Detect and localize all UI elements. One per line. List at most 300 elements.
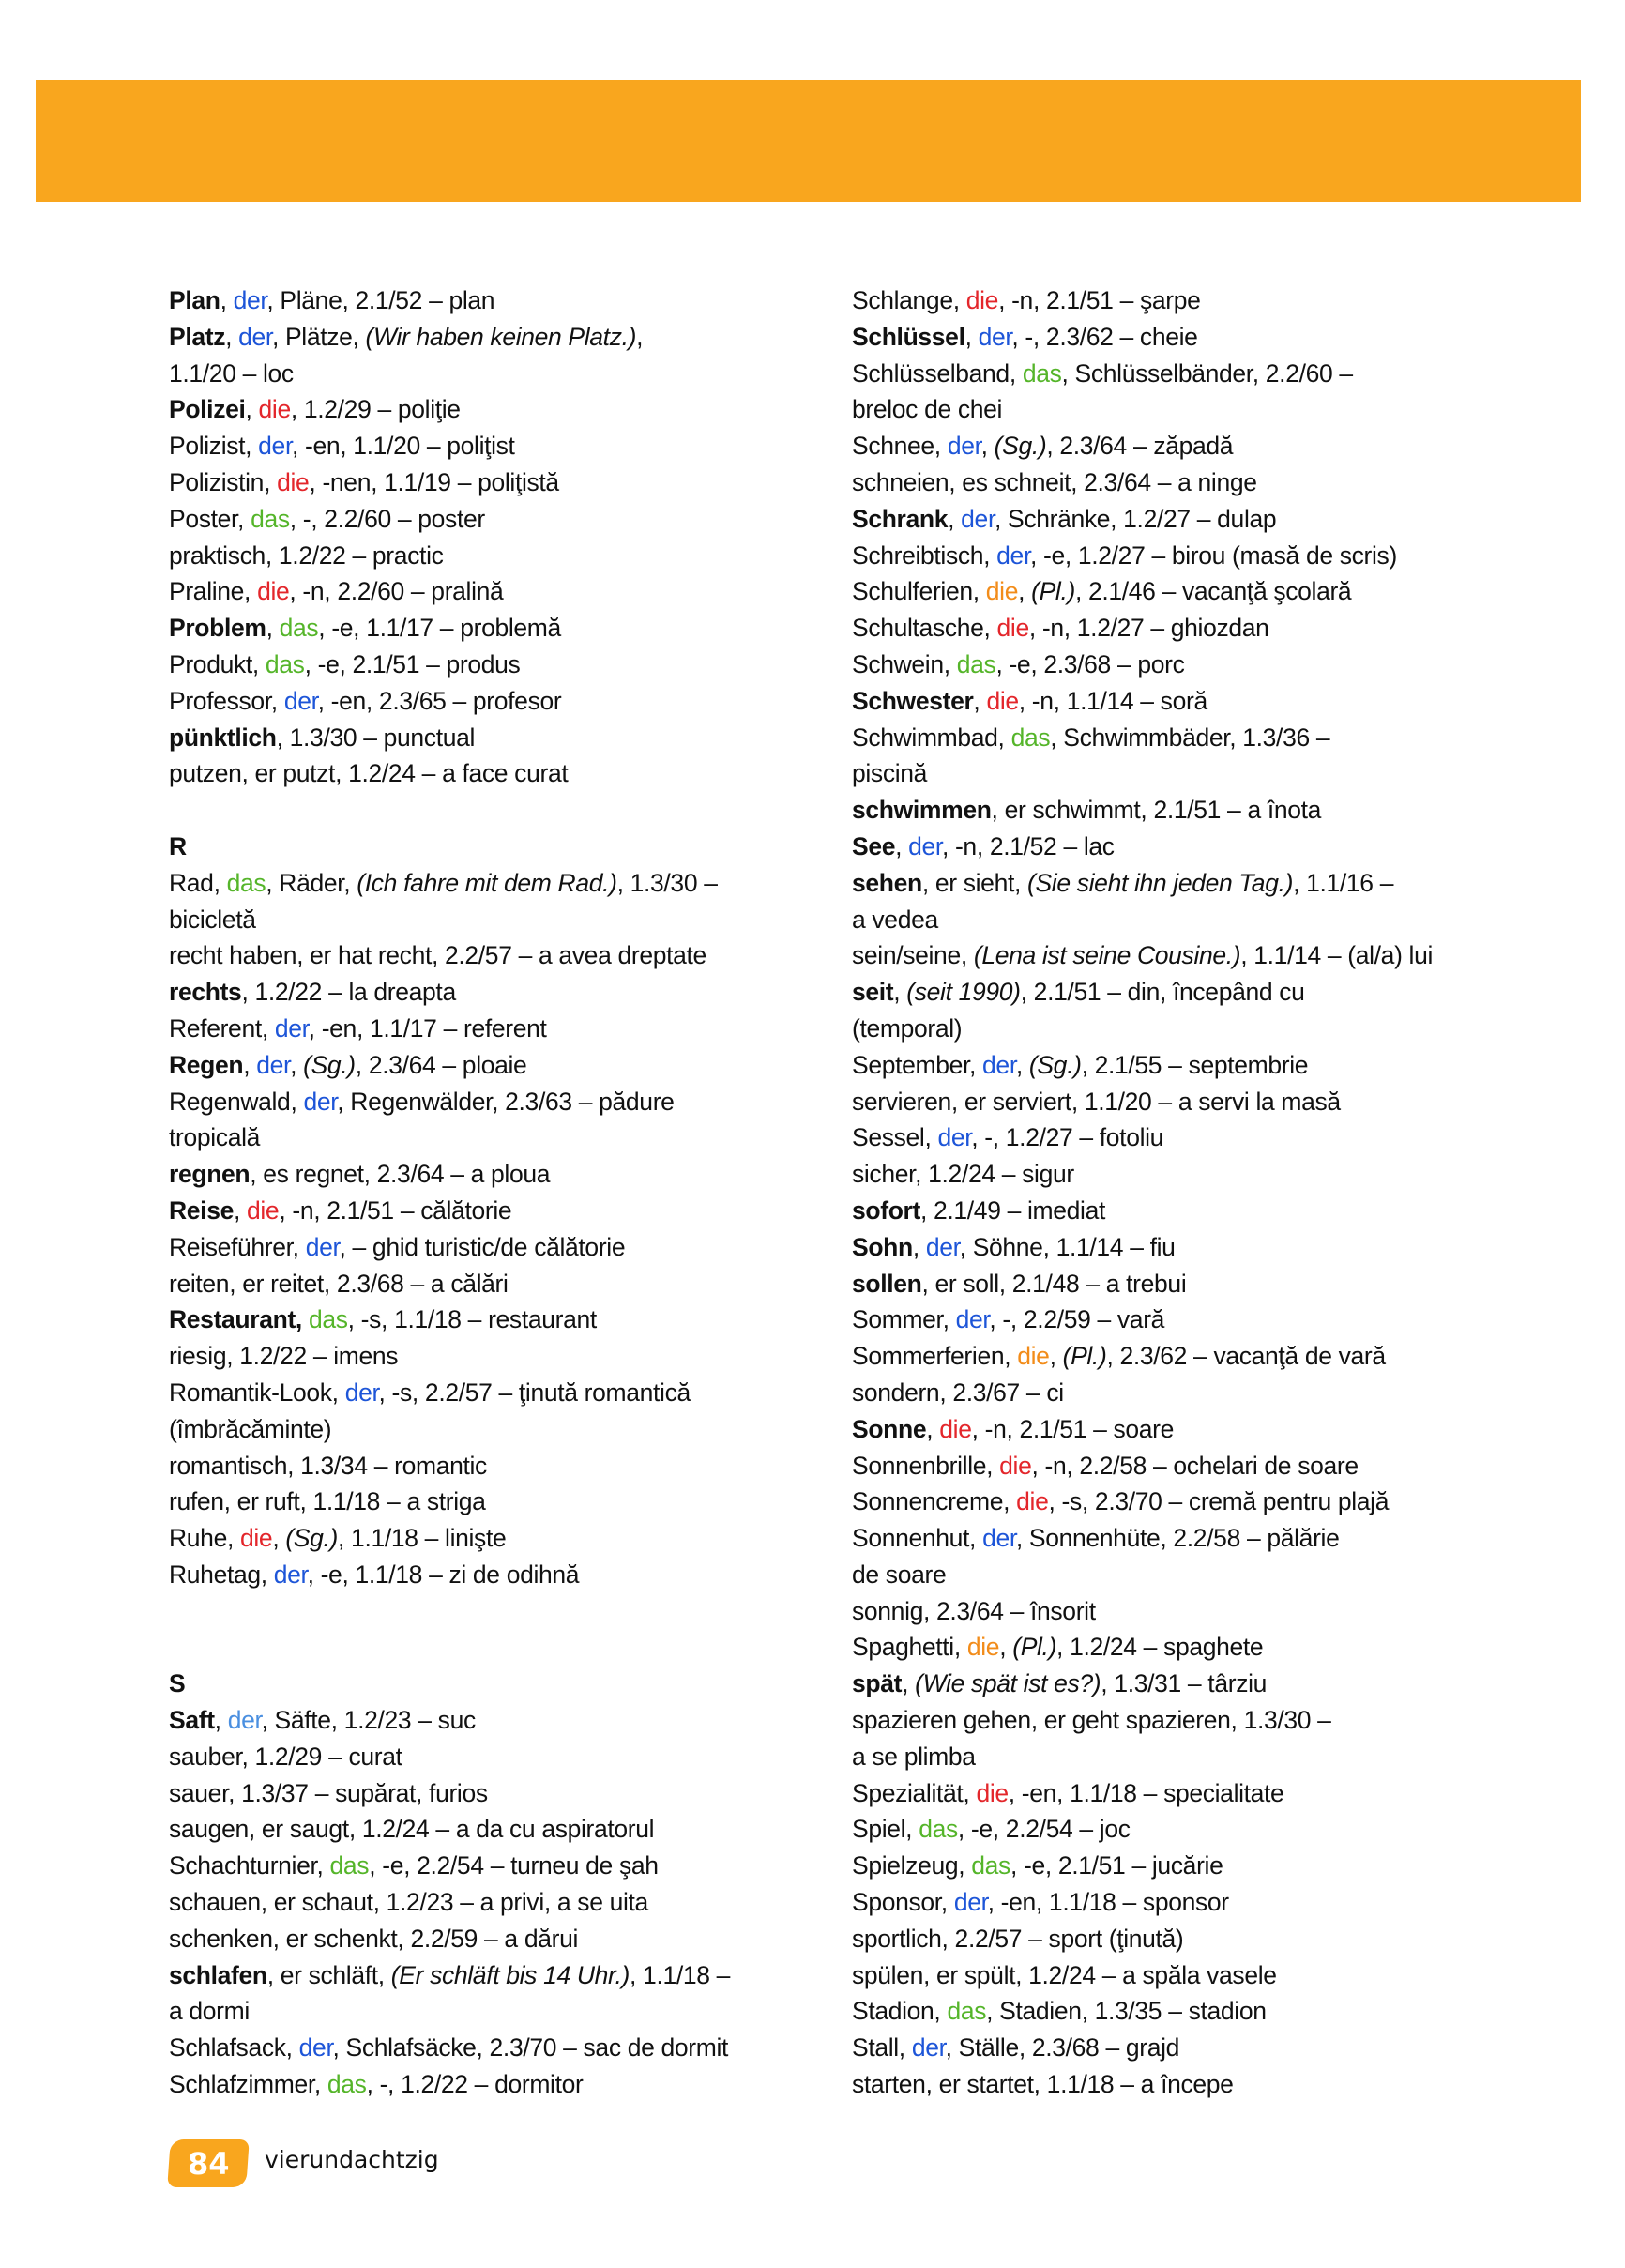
glossary-entry-line <box>852 2030 1433 2066</box>
glossary-entry-line <box>169 1593 730 1630</box>
article-die-plural: die <box>985 577 1019 606</box>
entry-text: , -n, 1.1/14 – soră <box>1018 686 1207 715</box>
glossary-entry-line <box>852 1484 1433 1520</box>
entry-text: , <box>948 504 962 533</box>
headword: Sonne <box>852 1414 927 1443</box>
entry-text: , -, 1.2/27 – fotoliu <box>971 1123 1164 1152</box>
glossary-entry-line <box>852 1266 1433 1302</box>
glossary-column-right <box>852 282 1433 2103</box>
entry-text: , <box>893 978 907 1007</box>
glossary-entry-line <box>169 2066 730 2103</box>
glossary-entry-line <box>852 1884 1433 1921</box>
entry-text: , -en, 1.1/17 – referent <box>308 1013 547 1043</box>
article-das: das <box>308 1305 348 1334</box>
entry-text: , – ghid turistic/de călătorie <box>339 1232 626 1261</box>
entry-text: Schwein, <box>852 649 957 678</box>
entry-text: Professor, <box>169 686 284 715</box>
entry-text: starten, er startet, 1.1/18 – a începe <box>852 2070 1234 2099</box>
article-der: der <box>258 432 292 461</box>
glossary-entry-line <box>169 755 730 792</box>
entry-text: Regenwald, <box>169 1087 304 1116</box>
glossary-entry-line <box>852 1375 1433 1411</box>
article-die: die <box>258 395 291 424</box>
glossary-entry-line <box>169 720 730 756</box>
entry-text: , Schlafsäcke, 2.3/70 – sac de dormit <box>332 2033 729 2063</box>
headword: rechts <box>169 978 242 1007</box>
entry-text: , <box>980 432 995 461</box>
entry-text: , -nen, 1.1/19 – poliţistă <box>309 467 559 496</box>
headword: spät <box>852 1669 903 1698</box>
entry-text: reiten, er reitet, 2.3/68 – a călări <box>169 1269 509 1298</box>
entry-text: , Plätze, <box>271 322 366 351</box>
article-das: das <box>251 504 290 533</box>
glossary-entry-line <box>852 1520 1433 1557</box>
entry-text: , 1.2/22 – la dreapta <box>241 978 456 1007</box>
entry-text: , Schwimmbäder, 1.3/36 – <box>1050 723 1330 752</box>
glossary-entry-line <box>169 974 730 1011</box>
glossary-entry-line <box>852 282 1433 319</box>
entry-text: , -n, 1.2/27 – ghiozdan <box>1028 614 1269 643</box>
glossary-entry-line <box>169 1921 730 1957</box>
example: (Pl.) <box>1012 1633 1057 1662</box>
article-der: der <box>978 322 1012 351</box>
glossary-entry-line <box>169 1520 730 1557</box>
glossary-entry-line <box>852 356 1433 392</box>
entry-text: , er sieht, <box>921 868 1027 897</box>
glossary-entry-line <box>852 1229 1433 1266</box>
entry-text: , <box>926 1414 940 1443</box>
entry-text: piscină <box>852 759 928 788</box>
entry-text: Stadion, <box>852 1997 948 2026</box>
entry-text: , -, 2.2/60 – poster <box>289 504 485 533</box>
glossary-entry-line <box>169 1629 730 1666</box>
entry-text: Schlange, <box>852 286 966 314</box>
glossary-entry-line <box>169 1229 730 1266</box>
glossary-entry-line <box>852 1557 1433 1593</box>
headword: Schwester <box>852 686 974 715</box>
glossary-entry-line <box>852 464 1433 501</box>
article-der: der <box>227 1706 262 1735</box>
glossary-entry-line <box>169 1156 730 1193</box>
entry-text: Spielzeug, <box>852 1851 972 1880</box>
entry-text: Sommer, <box>852 1305 956 1334</box>
glossary-entry-line <box>169 1011 730 1047</box>
entry-text: Polizistin, <box>169 467 278 496</box>
entry-text: , Söhne, 1.1/14 – fiu <box>959 1232 1176 1261</box>
entry-text: , -s, 2.3/70 – cremă pentru plajă <box>1048 1487 1390 1516</box>
headword: Saft <box>169 1706 215 1735</box>
entry-text: Spaghetti, <box>852 1633 967 1662</box>
entry-text: , -n, 2.1/51 – călătorie <box>279 1195 512 1225</box>
entry-text: sondern, 2.3/67 – ci <box>852 1378 1064 1407</box>
glossary-entry-line <box>169 2030 730 2066</box>
article-der: der <box>953 1888 988 1917</box>
headword: seit <box>852 978 894 1007</box>
article-die: die <box>996 614 1029 643</box>
glossary-entry-line <box>852 538 1433 574</box>
example: (Pl.) <box>1062 1342 1107 1371</box>
entry-text: , 1.1/18 – <box>630 1960 731 1989</box>
article-die: die <box>257 577 290 606</box>
entry-text: Produkt, <box>169 649 266 678</box>
article-das: das <box>327 2070 367 2099</box>
entry-text: schauen, er schaut, 1.2/23 – a privi, a se uita <box>169 1888 648 1917</box>
article-die: die <box>277 467 310 496</box>
glossary-entry-line <box>852 610 1433 647</box>
entry-text: , <box>902 1669 916 1698</box>
article-die-plural: die <box>1017 1342 1050 1371</box>
headword: sofort <box>852 1195 920 1225</box>
glossary-entry-line <box>852 1119 1433 1156</box>
entry-text: , -e, 1.1/17 – problemă <box>318 614 561 643</box>
glossary-entry-line <box>169 937 730 974</box>
example: (Lena ist seine Cousine.) <box>973 941 1241 970</box>
headword: Sohn <box>852 1232 913 1261</box>
glossary-entry-line <box>852 865 1433 902</box>
example: (Wir haben keinen Platz.) <box>365 322 637 351</box>
entry-text: , <box>1015 1050 1029 1079</box>
glossary-entry-line <box>852 501 1433 538</box>
page-number-badge <box>167 2139 250 2187</box>
article-die: die <box>976 1778 1009 1807</box>
entry-text: , -e, 2.3/68 – porc <box>995 649 1185 678</box>
entry-text: , <box>243 1050 257 1079</box>
example: (Sg.) <box>994 432 1047 461</box>
entry-text: , Pläne, 2.1/52 – plan <box>266 286 495 314</box>
article-der: der <box>305 1232 340 1261</box>
headword: See <box>852 831 896 860</box>
entry-text: , -en, 1.1/18 – sponsor <box>987 1888 1229 1917</box>
article-die-plural: die <box>966 1633 1000 1662</box>
headword: pünktlich <box>169 723 277 752</box>
entry-text: schenken, er schenkt, 2.2/59 – a dărui <box>169 1924 579 1953</box>
glossary-entry-line <box>169 1884 730 1921</box>
headword: Problem <box>169 614 266 643</box>
entry-text: , -n, 2.1/51 – soare <box>971 1414 1175 1443</box>
glossary-entry-line <box>169 1775 730 1812</box>
glossary-entry-line <box>169 683 730 720</box>
entry-text: , Schlüsselbänder, 2.2/60 – <box>1061 358 1353 388</box>
entry-text: , -n, 2.1/51 – şarpe <box>998 286 1201 314</box>
entry-text: , <box>225 322 239 351</box>
entry-text: Schachturnier, <box>169 1851 330 1880</box>
entry-text: , -en, 1.1/18 – specialitate <box>1008 1778 1284 1807</box>
headword: Polizei <box>169 395 246 424</box>
example: (Sg.) <box>285 1524 339 1553</box>
entry-text: schneien, es schneit, 2.3/64 – a ninge <box>852 467 1257 496</box>
entry-text: , Säfte, 1.2/23 – suc <box>261 1706 476 1735</box>
entry-text: Sonnencreme, <box>852 1487 1017 1516</box>
glossary-entry-line <box>852 2066 1433 2103</box>
glossary-entry-line <box>852 1848 1433 1884</box>
glossary-entry-line <box>169 1739 730 1775</box>
entry-text: Schlafzimmer, <box>169 2070 327 2099</box>
entry-text: , 2.1/55 – septembrie <box>1081 1050 1309 1079</box>
section-header <box>169 829 730 865</box>
entry-text: September, <box>852 1050 983 1079</box>
example: (Sg.) <box>303 1050 356 1079</box>
entry-text: , -e, 2.2/54 – turneu de şah <box>369 1851 659 1880</box>
entry-text: , -s, 1.1/18 – restaurant <box>347 1305 597 1334</box>
entry-text: Sessel, <box>852 1123 938 1152</box>
glossary-entry-line <box>852 1301 1433 1338</box>
glossary-column-left <box>169 282 730 2103</box>
glossary-entry-line <box>169 1957 730 1994</box>
example: (seit 1990) <box>906 978 1021 1007</box>
glossary-entry-line <box>169 464 730 501</box>
entry-text: spazieren gehen, er geht spazieren, 1.3/30 – <box>852 1706 1331 1735</box>
entry-text: a se plimba <box>852 1742 976 1771</box>
entry-text: (temporal) <box>852 1013 963 1043</box>
glossary-entry-line <box>169 1448 730 1484</box>
entry-text: , -, 2.3/62 – cheie <box>1011 322 1198 351</box>
glossary-entry-line <box>169 1047 730 1084</box>
glossary-entry-line <box>852 755 1433 792</box>
glossary-entry-line <box>852 683 1433 720</box>
entry-text: , 2.1/46 – vacanţă şcolară <box>1074 577 1352 606</box>
article-der: der <box>344 1378 379 1407</box>
glossary-entry-line <box>169 1848 730 1884</box>
glossary-entry-line <box>852 792 1433 829</box>
entry-text: Sonnenbrille, <box>852 1451 1000 1480</box>
article-der: der <box>982 1524 1016 1553</box>
entry-text: , 2.3/64 – zăpadă <box>1046 432 1234 461</box>
example: (Pl.) <box>1031 577 1075 606</box>
entry-text: Schwimmbad, <box>852 723 1011 752</box>
glossary-entry-line <box>169 1338 730 1375</box>
glossary-entry-line <box>852 1084 1433 1120</box>
entry-text: Ruhetag, <box>169 1560 274 1589</box>
article-die: die <box>965 286 999 314</box>
entry-text: a dormi <box>169 1997 250 2026</box>
article-der: der <box>238 322 272 351</box>
entry-text: sonnig, 2.3/64 – însorit <box>852 1596 1096 1625</box>
article-das: das <box>329 1851 370 1880</box>
entry-text: , Sonnenhüte, 2.2/58 – pălărie <box>1015 1524 1340 1553</box>
entry-text: sauer, 1.3/37 – supărat, furios <box>169 1778 488 1807</box>
entry-text: , -s, 2.2/57 – ţinută romantică <box>378 1378 691 1407</box>
entry-text: , <box>973 686 987 715</box>
article-das: das <box>956 649 996 678</box>
example: (Sg.) <box>1028 1050 1082 1079</box>
entry-text: , 2.1/49 – imediat <box>919 1195 1105 1225</box>
entry-text: , <box>964 322 979 351</box>
article-der: der <box>233 286 267 314</box>
article-der: der <box>283 686 318 715</box>
section-letter: S <box>169 1669 186 1698</box>
entry-text: tropicală <box>169 1123 261 1152</box>
article-die: die <box>1016 1487 1049 1516</box>
glossary-entry-line <box>852 974 1433 1011</box>
entry-text: 1.1/20 – loc <box>169 358 294 388</box>
entry-text: Schlafsack, <box>169 2033 299 2063</box>
entry-text: a vedea <box>852 905 938 934</box>
entry-text: Ruhe, <box>169 1524 240 1553</box>
article-der: der <box>303 1087 338 1116</box>
glossary-entry-line <box>169 282 730 319</box>
entry-text: , <box>999 1633 1013 1662</box>
entry-text: spülen, er spült, 1.2/24 – a spăla vasele <box>852 1960 1277 1989</box>
glossary-entry-line <box>169 356 730 392</box>
glossary-entry-line <box>852 1193 1433 1229</box>
headword: Platz <box>169 322 226 351</box>
glossary-entry-line <box>852 829 1433 865</box>
entry-text: de soare <box>852 1560 947 1589</box>
article-der: der <box>274 1013 309 1043</box>
glossary-entry-line <box>169 1811 730 1848</box>
entry-text: , -e, 2.1/51 – produs <box>304 649 521 678</box>
glossary-entry-line <box>852 1411 1433 1448</box>
article-die: die <box>247 1195 280 1225</box>
article-der: der <box>982 1050 1016 1079</box>
entry-text: , <box>233 1195 247 1225</box>
entry-text: , Räder, <box>266 868 357 897</box>
entry-text: (îmbrăcăminte) <box>169 1414 332 1443</box>
entry-text: sicher, 1.2/24 – sigur <box>852 1160 1074 1189</box>
glossary-entry-line <box>169 428 730 464</box>
glossary-entry-line <box>169 1375 730 1411</box>
entry-text: , -e, 1.1/18 – zi de odihnă <box>307 1560 580 1589</box>
glossary-entry-line <box>169 1993 730 2030</box>
glossary-entry-line <box>852 1593 1433 1630</box>
glossary-entry-line <box>852 902 1433 938</box>
glossary-entry-line <box>169 865 730 902</box>
entry-text: , <box>245 395 259 424</box>
entry-text: , er schwimmt, 2.1/51 – a înota <box>991 796 1322 825</box>
entry-text: , Regenwälder, 2.3/63 – pădure <box>337 1087 675 1116</box>
glossary-entry-line <box>169 538 730 574</box>
glossary-entry-line <box>169 391 730 428</box>
entry-text: Sponsor, <box>852 1888 954 1917</box>
entry-text: , <box>895 831 909 860</box>
entry-text: riesig, 1.2/22 – imens <box>169 1342 399 1371</box>
article-das: das <box>971 1851 1010 1880</box>
entry-text: , -n, 2.2/58 – ochelari de soare <box>1031 1451 1359 1480</box>
glossary-entry-line <box>852 1011 1433 1047</box>
entry-text: , er soll, 2.1/48 – a trebui <box>921 1269 1187 1298</box>
glossary-entry-line <box>852 1338 1433 1375</box>
example: (Sie sieht ihn jeden Tag.) <box>1027 868 1294 897</box>
glossary-entry-line <box>169 792 730 829</box>
entry-text: Sommerferien, <box>852 1342 1018 1371</box>
entry-text: , er schläft, <box>266 1960 391 1989</box>
glossary-entry-line <box>852 1666 1433 1702</box>
glossary-entry-line <box>169 1266 730 1302</box>
entry-text: , 1.1/18 – linişte <box>338 1524 507 1553</box>
entry-text: Referent, <box>169 1013 275 1043</box>
glossary-entry-line <box>852 1629 1433 1666</box>
glossary-entry-line <box>852 1993 1433 2030</box>
glossary-entry-line <box>169 319 730 356</box>
entry-text: , 1.2/24 – spaghete <box>1056 1633 1264 1662</box>
entry-text: Schulferien, <box>852 577 986 606</box>
entry-text: , -e, 1.2/27 – birou (masă de scris) <box>1029 540 1397 570</box>
headword: schlafen <box>169 1960 267 1989</box>
entry-text: , 2.3/62 – vacanţă de vară <box>1106 1342 1386 1371</box>
entry-text <box>302 1305 309 1333</box>
entry-text: Spiel, <box>852 1815 919 1844</box>
entry-text: Praline, <box>169 577 258 606</box>
headword: regnen <box>169 1160 251 1189</box>
article-der: der <box>908 831 942 860</box>
entry-text: Polizist, <box>169 432 259 461</box>
glossary-entry-line <box>852 1775 1433 1812</box>
entry-text: , <box>266 614 280 643</box>
article-das: das <box>947 1997 987 2026</box>
entry-text: , -en, 2.3/65 – profesor <box>317 686 562 715</box>
article-der: der <box>925 1232 960 1261</box>
glossary-entry-line <box>169 573 730 610</box>
entry-text: Poster, <box>169 504 251 533</box>
glossary-entry-line <box>169 902 730 938</box>
glossary-entry-line <box>169 1301 730 1338</box>
glossary-entry-line <box>852 573 1433 610</box>
entry-text: Schreibtisch, <box>852 540 997 570</box>
entry-text: , <box>214 1706 228 1735</box>
article-der: der <box>996 540 1030 570</box>
entry-text: , 2.1/51 – din, începând cu <box>1020 978 1305 1007</box>
entry-text: Spezialität, <box>852 1778 977 1807</box>
article-die: die <box>239 1524 273 1553</box>
glossary-entry-line <box>852 1448 1433 1484</box>
header-banner <box>36 80 1581 202</box>
glossary-entry-line <box>169 1702 730 1739</box>
entry-text: breloc de chei <box>852 395 1003 424</box>
article-der: der <box>298 2033 333 2063</box>
entry-text: Reiseführer, <box>169 1232 306 1261</box>
entry-text: , -e, 2.1/51 – jucărie <box>1010 1851 1223 1880</box>
glossary-entry-line <box>169 1193 730 1229</box>
article-die: die <box>986 686 1019 715</box>
entry-text: , <box>1049 1342 1063 1371</box>
entry-text: Schlüsselband, <box>852 358 1023 388</box>
entry-text: , -, 1.2/22 – dormitor <box>366 2070 584 2099</box>
entry-text: , 1.3/30 – <box>616 868 718 897</box>
entry-text: , -en, 1.1/20 – poliţist <box>291 432 515 461</box>
entry-text: , Ställe, 2.3/68 – grajd <box>945 2033 1180 2063</box>
example: (Er schläft bis 14 Uhr.) <box>390 1960 630 1989</box>
entry-text: Rad, <box>169 868 227 897</box>
entry-text: romantisch, 1.3/34 – romantic <box>169 1451 487 1480</box>
article-der: der <box>256 1050 291 1079</box>
glossary-entry-line <box>169 1119 730 1156</box>
page-number: 84 <box>187 2145 230 2182</box>
entry-text: , -n, 2.2/60 – pralină <box>289 577 504 606</box>
entry-text: Romantik-Look, <box>169 1378 345 1407</box>
glossary-entry-line <box>852 1921 1433 1957</box>
entry-text: , <box>290 1050 304 1079</box>
example: (Ich fahre mit dem Rad.) <box>357 868 617 897</box>
section-header <box>169 1666 730 1702</box>
headword: Regen <box>169 1050 244 1079</box>
page-number-word: vierundachtzig <box>265 2146 439 2173</box>
article-die: die <box>999 1451 1032 1480</box>
article-der: der <box>961 504 995 533</box>
entry-text: recht haben, er hat recht, 2.2/57 – a avea dreptate <box>169 941 706 970</box>
entry-text: sauber, 1.2/29 – curat <box>169 1742 402 1771</box>
glossary-entry-line <box>169 501 730 538</box>
glossary-entry-line <box>169 1084 730 1120</box>
glossary-entry-line <box>852 937 1433 974</box>
entry-text: , 2.3/64 – ploaie <box>355 1050 527 1079</box>
headword: Schrank <box>852 504 949 533</box>
glossary-entry-line <box>852 647 1433 683</box>
headword: Schlüssel <box>852 322 965 351</box>
headword: schwimmen <box>852 796 992 825</box>
article-das: das <box>919 1815 958 1844</box>
entry-text: putzen, er putzt, 1.2/24 – a face curat <box>169 759 569 788</box>
entry-text: , <box>636 322 644 351</box>
